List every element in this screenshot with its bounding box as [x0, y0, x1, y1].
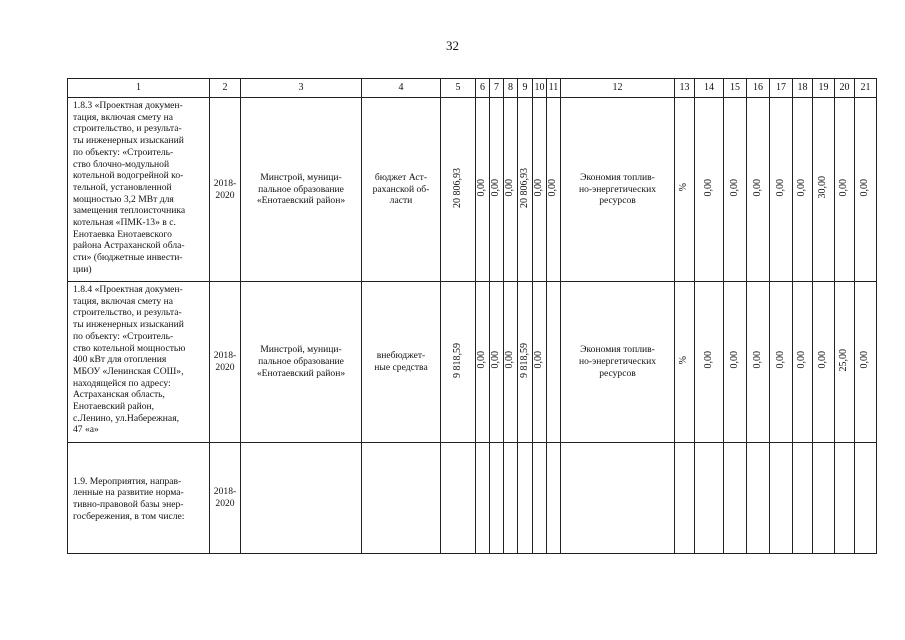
period: 2018- 2020 [213, 177, 237, 201]
value-cell [490, 98, 504, 282]
period: 2018- 2020 [213, 350, 237, 373]
header-cell: 14 [695, 79, 724, 98]
header-cell: 11 [547, 79, 561, 98]
period-cell [210, 98, 241, 282]
empty-cell [561, 443, 675, 554]
header-cell: 4 [362, 79, 441, 98]
empty-cell [835, 443, 855, 554]
header-cell: 5 [441, 79, 476, 98]
value: 0,00 [728, 351, 740, 369]
value-cell [547, 98, 561, 282]
value-cell [855, 282, 877, 443]
value: 30,00 [817, 176, 829, 199]
empty-cell [547, 443, 561, 554]
executor-cell [241, 282, 362, 443]
table-row [68, 98, 877, 282]
activity-description-cell [68, 443, 210, 554]
page-number: 32 [446, 38, 459, 53]
value-cell [533, 282, 547, 443]
empty-cell [504, 443, 518, 554]
indicator: Экономия топлив- но-энергетических ресурсов [579, 171, 656, 207]
header-cell: 19 [813, 79, 835, 98]
header-row [68, 79, 877, 98]
header-cell: 12 [561, 79, 675, 98]
value: 0,00 [774, 178, 786, 197]
header-cell: 16 [747, 79, 770, 98]
value-cell [747, 98, 770, 282]
value: 0,00 [476, 351, 488, 369]
value-cell [533, 98, 547, 282]
empty-cell [490, 443, 504, 554]
value-cell [724, 98, 747, 282]
value: 0,00 [504, 178, 516, 197]
empty-cell [241, 443, 362, 554]
funding-source: внебюджет- ные средства [374, 350, 428, 373]
activity-description: 1.9. Мероприятия, направ- ленные на развитие норма- тивно-правовой базы энер- госбережения, в том числе: [73, 475, 185, 522]
value-cell [813, 98, 835, 282]
value: 0,00 [859, 178, 871, 197]
value-cell [793, 282, 813, 443]
value-cell [518, 282, 533, 443]
value: 20 806,93 [518, 167, 530, 208]
value-cell [504, 282, 518, 443]
value-cell [441, 282, 476, 443]
empty-cell [770, 443, 793, 554]
value: 0,00 [817, 351, 829, 369]
header-cell: 8 [504, 79, 518, 98]
empty-cell [441, 443, 476, 554]
activity-description: 1.8.3 «Проектная докумен- тация, включая смету на строительство, и результа- ты инженерных изысканий по объекту: «Строитель- ство блочно-модульной котельной водогрейной ко- тельной, установленной мощностью 3,2 МВт для замещения теплоисточника котельная «ПМК-13» в с. Енотаевка Енотаевского района Астраханской обла- сти» (бюджетные инвести- ции) [73, 100, 186, 275]
value-cell [793, 98, 813, 282]
header-cell: 7 [490, 79, 504, 98]
funding-source: бюджет Аст- раханской об- ласти [372, 171, 430, 207]
empty-cell [855, 443, 877, 554]
value-cell [835, 282, 855, 443]
activity-description-cell [68, 98, 210, 282]
header-cell: 17 [770, 79, 793, 98]
value: 25,00 [838, 348, 850, 372]
header-cell: 15 [724, 79, 747, 98]
value: 0,00 [702, 178, 714, 197]
value: 9 818,59 [518, 342, 530, 378]
period-cell [210, 443, 241, 554]
activity-description: 1.8.4 «Проектная докумен- тация, включая смету на строительство, и результа- ты инженерных изысканий по объекту: «Строитель- ство котельной мощностью 400 кВт для отопления МБОУ «Ленинская СОШ», находящейся по адресу: Астраханская область, Енотаевский район, с.Ленино, ул.Набережная, 47 «а» [73, 284, 186, 436]
value: 0,00 [533, 178, 545, 197]
table-row [68, 443, 877, 554]
empty-cell [813, 443, 835, 554]
value-cell [770, 98, 793, 282]
value-cell [835, 98, 855, 282]
value: 20 806,93 [451, 167, 463, 208]
value: 0,00 [774, 351, 786, 369]
value: 0,00 [504, 351, 516, 369]
value: 0,00 [533, 351, 545, 369]
unit: % [678, 183, 690, 192]
value: 0,00 [751, 351, 763, 369]
header-cell: 10 [533, 79, 547, 98]
empty-cell [362, 443, 441, 554]
value: 0,00 [702, 351, 714, 369]
value: 0,00 [751, 178, 763, 197]
period: 2018- 2020 [213, 486, 237, 509]
value-cell [504, 98, 518, 282]
empty-cell [476, 443, 490, 554]
activity-description-cell [68, 282, 210, 443]
empty-cell [695, 443, 724, 554]
value-cell [547, 282, 561, 443]
value-cell [476, 282, 490, 443]
executor-cell [241, 98, 362, 282]
funding-source-cell [362, 282, 441, 443]
header-cell: 2 [210, 79, 241, 98]
header-cell: 13 [675, 79, 695, 98]
executor: Минстрой, муници- пальное образование «Енотаевский район» [256, 171, 346, 207]
unit-cell [675, 98, 695, 282]
header-cell: 20 [835, 79, 855, 98]
empty-cell [793, 443, 813, 554]
value-cell [476, 98, 490, 282]
value-cell [724, 282, 747, 443]
indicator: Экономия топлив- но-энергетических ресурсов [579, 344, 656, 379]
header-cell: 6 [476, 79, 490, 98]
period-cell [210, 282, 241, 443]
header-cell: 21 [855, 79, 877, 98]
value: 0,00 [490, 351, 502, 369]
value-cell [441, 98, 476, 282]
executor: Минстрой, муници- пальное образование «Енотаевский район» [256, 344, 346, 379]
indicator-cell [561, 98, 675, 282]
table-row [68, 282, 877, 443]
value-cell [695, 98, 724, 282]
header-cell: 9 [518, 79, 533, 98]
value-cell [490, 282, 504, 443]
value-cell [855, 98, 877, 282]
value: 0,00 [728, 178, 740, 197]
indicator-cell [561, 282, 675, 443]
empty-cell [518, 443, 533, 554]
funding-source-cell [362, 98, 441, 282]
empty-cell [675, 443, 695, 554]
value: 0,00 [476, 178, 488, 197]
value-cell [813, 282, 835, 443]
value-cell [770, 282, 793, 443]
empty-cell [747, 443, 770, 554]
unit: % [678, 355, 690, 365]
value-cell [518, 98, 533, 282]
header-cell: 18 [793, 79, 813, 98]
value: 0,00 [859, 351, 871, 369]
unit-cell [675, 282, 695, 443]
empty-cell [724, 443, 747, 554]
value-cell [747, 282, 770, 443]
value-cell [695, 282, 724, 443]
value: 0,00 [796, 178, 808, 197]
value: 0,00 [796, 351, 808, 369]
value: 0,00 [547, 178, 559, 197]
value: 0,00 [838, 178, 850, 197]
program-activities-table [67, 78, 877, 554]
value: 0,00 [490, 178, 502, 197]
value: 9 818,59 [451, 342, 463, 378]
header-cell: 3 [241, 79, 362, 98]
header-cell: 1 [68, 79, 210, 98]
empty-cell [533, 443, 547, 554]
